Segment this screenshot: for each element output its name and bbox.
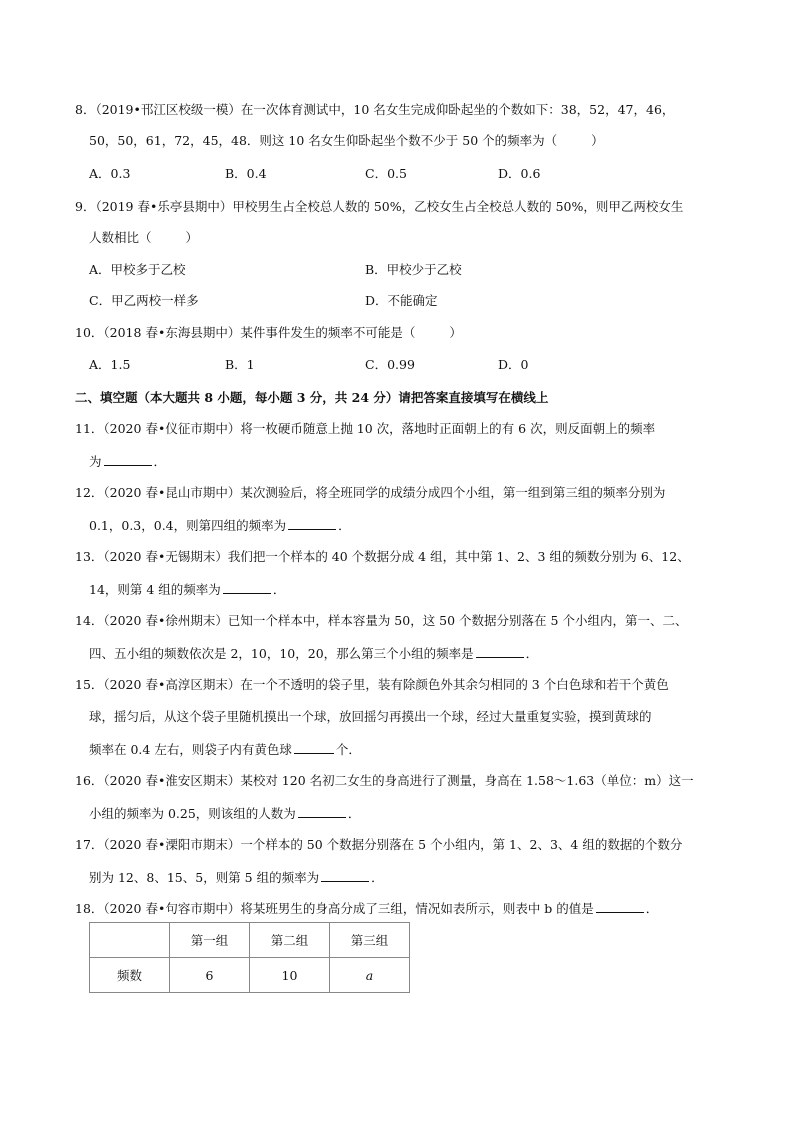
- q12-line1: 12．（2020 春•昆山市期中）某次测验后，将全班同学的成绩分成四个小组，第一组到第三组的频率分别为: [75, 485, 666, 500]
- q18-answer-blank[interactable]: [596, 899, 644, 913]
- q9-option-c[interactable]: C．甲乙两校一样多: [89, 293, 199, 308]
- q10-option-c[interactable]: C．0.99: [365, 357, 415, 372]
- q9-option-b[interactable]: B．甲校少于乙校: [365, 262, 462, 277]
- q11-line1: 11．（2020 春•仪征市期中）将一枚硬币随意上抛 10 次，落地时正面朝上的有 6 次，则反面朝上的频率: [75, 421, 656, 436]
- q10-option-b[interactable]: B．1: [225, 357, 255, 372]
- table-header-cell: 第三组: [330, 923, 410, 958]
- table-cell: 6: [170, 958, 250, 993]
- q8-line2: 50，50，61，72，45，48．则这 10 名女生仰卧起坐个数不少于 50 个的频率为（ ）: [89, 133, 604, 148]
- q8-option-d[interactable]: D．0.6: [498, 166, 541, 181]
- q8-option-c[interactable]: C．0.5: [365, 166, 407, 181]
- q13-answer-blank[interactable]: [223, 580, 271, 594]
- q9-line1: 9．（2019 春•乐亭县期中）甲校男生占全校总人数的 50%，乙校女生占全校总人数的 50%，则甲乙两校女生: [75, 199, 684, 214]
- q9-option-d[interactable]: D．不能确定: [365, 293, 438, 308]
- table-row-label: 频数: [90, 958, 170, 993]
- table-header-row: [90, 923, 410, 958]
- q17-line2: 别为 12、8、15、5，则第 5 组的频率为 ．: [89, 870, 384, 885]
- q13-line2: 14，则第 4 组的频率为 ．: [89, 582, 286, 597]
- q12-answer-blank[interactable]: [288, 516, 336, 530]
- table-header-cell: 第二组: [250, 923, 330, 958]
- q8-option-a[interactable]: A．0.3: [89, 166, 131, 181]
- q14-line2: 四、五小组的频数依次是 2，10，10，20，那么第三个小组的频率是 ．: [89, 646, 539, 661]
- q15-line3: 频率在 0.4 左右，则袋子内有黄色球 个．: [89, 742, 361, 757]
- q17-answer-blank[interactable]: [321, 868, 369, 882]
- q12-line2: 0.1，0.3，0.4，则第四组的频率为 ．: [89, 518, 351, 533]
- q16-line1: 16．（2020 春•淮安区期末）某校对 120 名初二女生的身高进行了测量，身高在 1.58～1.63（单位：m）这一: [75, 773, 694, 788]
- q11-answer-blank[interactable]: [104, 452, 152, 466]
- table-row: [90, 958, 410, 993]
- q14-line1: 14．（2020 春•徐州期末）已知一个样本中，样本容量为 50，这 50 个数据分别落在 5 个小组内，第一、二、: [75, 613, 688, 628]
- frequency-table: [89, 922, 410, 993]
- q16-answer-blank[interactable]: [298, 804, 346, 818]
- q15-answer-blank[interactable]: [294, 740, 334, 754]
- q16-line2: 小组的频率为 0.25，则该组的人数为 ．: [89, 806, 361, 821]
- table-cell: a: [330, 958, 410, 993]
- q13-line1: 13．（2020 春•无锡期末）我们把一个样本的 40 个数据分成 4 组，其中第 1、2、3 组的频数分别为 6、12、: [75, 549, 690, 564]
- q11-line2: 为 ．: [89, 454, 167, 469]
- q9-line2: 人数相比（ ）: [89, 230, 199, 245]
- q18-line1: 18．（2020 春•句容市期中）将某班男生的身高分成了三组，情况如表所示，则表中 b 的值是 ．: [75, 901, 659, 916]
- table-cell: 10: [250, 958, 330, 993]
- q17-line1: 17．（2020 春•溧阳市期末）一个样本的 50 个数据分别落在 5 个小组内，第 1、2、3、4 组的数据的个数分: [75, 837, 683, 852]
- q9-option-a[interactable]: A．甲校多于乙校: [89, 262, 186, 277]
- q10-option-d[interactable]: D．0: [498, 357, 529, 372]
- q15-line2: 球，摇匀后，从这个袋子里随机摸出一个球，放回摇匀再摸出一个球，经过大量重复实验，摸到黄球的: [89, 709, 652, 724]
- table-header-cell: 第一组: [170, 923, 250, 958]
- q14-answer-blank[interactable]: [476, 644, 524, 658]
- q8-line1: 8．（2019•邗江区校级一模）在一次体育测试中，10 名女生完成仰卧起坐的个数如下：38，52，47，46，: [75, 102, 675, 117]
- q10-option-a[interactable]: A．1.5: [89, 357, 131, 372]
- section-2-heading: 二、填空题（本大题共 8 小题，每小题 3 分，共 24 分）请把答案直接填写在横线上: [75, 390, 549, 405]
- q10-line1: 10．（2018 春•东海县期中）某件事件发生的频率不可能是（ ）: [75, 325, 462, 340]
- table-header-cell: [90, 923, 170, 958]
- q8-option-b[interactable]: B．0.4: [225, 166, 267, 181]
- q15-line1: 15．（2020 春•高淳区期末）在一个不透明的袋子里，装有除颜色外其余匀相同的 3 个白色球和若干个黄色: [75, 677, 669, 692]
